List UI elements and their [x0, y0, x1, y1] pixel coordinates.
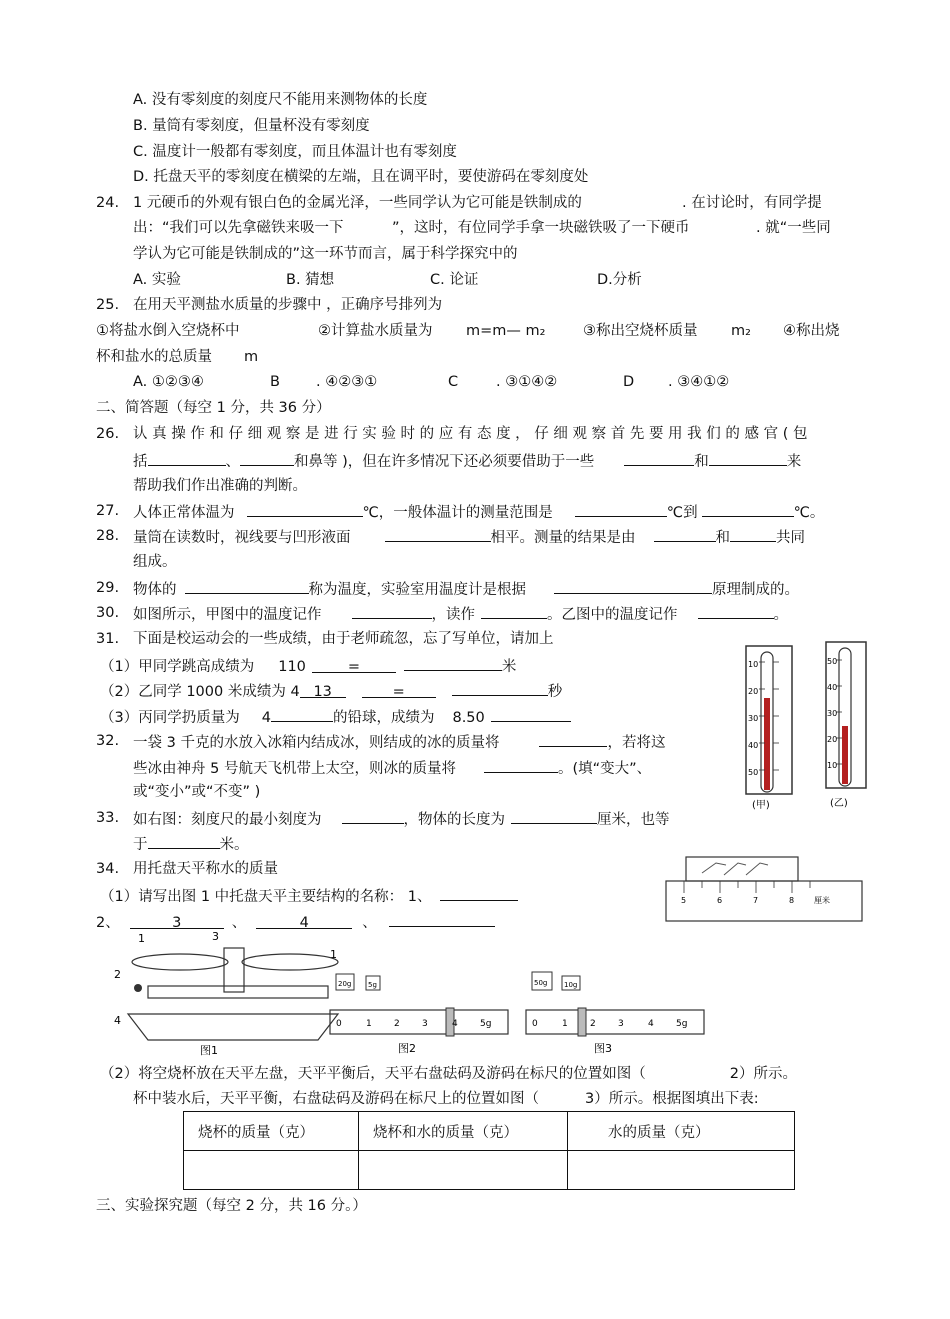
weight-20g-label: 20g: [338, 980, 352, 988]
q27-blank-1[interactable]: [247, 501, 363, 517]
q34-p1: （1）请写出图 1 中托盘天平主要结构的名称： 1、: [100, 889, 432, 905]
q25-step3: ③称出空烧杯质量: [583, 323, 698, 339]
q24-option-a: A. 实验: [133, 272, 181, 288]
q30-d: 。: [773, 607, 788, 623]
measured-object: [686, 857, 798, 881]
left-pan: [132, 954, 228, 970]
balance-label-1: 1: [138, 932, 145, 945]
table-cell-water[interactable]: [568, 1151, 795, 1190]
thermo-jia-tick-3: 30: [748, 714, 759, 723]
q28-c: 和: [715, 530, 730, 546]
q33-blank-3[interactable]: [148, 833, 220, 849]
q25-option-c: . ③①④②: [496, 374, 558, 390]
thermo-jia-tick-4: 40: [748, 741, 759, 750]
balance-base: [128, 1014, 338, 1040]
q24-option-c: C. 论证: [430, 272, 479, 288]
thermometer-yi-liquid: [842, 726, 848, 784]
q27-blank-2[interactable]: [575, 501, 667, 517]
q33-l2a: 于: [133, 837, 148, 853]
thermometers-figure: [736, 638, 880, 813]
fig2-tick-5: 5g: [480, 1019, 492, 1029]
q32-l1a: 一袋 3 千克的水放入冰箱内结成冰，则结成的冰的质量将: [133, 735, 500, 751]
table-header-beaker-water: 烧杯和水的质量（克）: [359, 1112, 568, 1151]
q33-l2b: 米。: [219, 837, 249, 853]
q33-a: 如右图：刻度尺的最小刻度为: [133, 812, 322, 828]
q24-line2c: . 就“一些同: [756, 220, 831, 236]
q28-blank-1[interactable]: [385, 526, 491, 542]
fig2-tick-4: 4: [452, 1019, 458, 1029]
q26-blank-3[interactable]: [624, 450, 694, 466]
q25-option-b: . ④②③①: [316, 374, 378, 390]
ruler-unit: 厘米: [814, 896, 830, 905]
q26-l2e: 来: [786, 454, 802, 470]
scale-figure-2: [328, 962, 512, 1056]
q26-number: 26.: [96, 426, 120, 442]
q25-option-d: . ③④①②: [668, 374, 730, 390]
thermometer-jia-liquid: [764, 698, 770, 790]
q31-p1-value: 110: [278, 659, 306, 675]
weight-10g-label: 10g: [564, 981, 578, 989]
q33-b: ，物体的长度为: [403, 812, 505, 828]
q23-option-d: D. 托盘天平的零刻度在横梁的左端，且在调平时，要使游码在零刻度处: [133, 169, 589, 185]
q26-l2c: 和鼻等 )，但在许多情况下还必须要借助于一些: [294, 454, 595, 470]
q34-sep2: 、: [362, 915, 377, 931]
q32-number: 32.: [96, 733, 120, 749]
thermometer-jia: [746, 646, 792, 811]
weight-5g-label: 5g: [368, 981, 377, 989]
balance-label-4: 4: [114, 1014, 121, 1027]
q31-p2-value: 13: [313, 684, 332, 700]
q30-a: 如图所示，甲图中的温度记作: [133, 607, 322, 623]
q32-line1: [133, 731, 665, 753]
q28-d: 共同: [776, 530, 805, 546]
q31-stem: 下面是校运动会的一些成绩，由于老师疏忽，忘了写单位，请加上: [133, 631, 554, 647]
q33-blank-2[interactable]: [511, 808, 597, 824]
q31-number: 31.: [96, 631, 120, 647]
q31-p3: （3）丙同学扔质量为: [100, 710, 240, 726]
q24-option-d: D.分析: [597, 272, 642, 288]
scale-figure-3: [524, 962, 708, 1056]
q31-p1: （1）甲同学跳高成绩为: [100, 659, 255, 675]
figure-3-caption: 图3: [594, 1042, 612, 1055]
figure-2-caption: 图2: [398, 1042, 416, 1055]
q32-blank-1[interactable]: [539, 731, 607, 747]
q34-blank-3[interactable]: [256, 913, 352, 929]
q31-blank-2[interactable]: [404, 655, 502, 671]
q27-b: ℃，一般体温计的测量范围是: [362, 505, 553, 521]
q24-line1b: . 在讨论时，有同学提: [682, 195, 822, 211]
balance-label-2: 2: [114, 968, 121, 981]
q25-stem: 在用天平测盐水质量的步骤中 ，正确序号排列为: [133, 297, 443, 313]
q32-line3: 或“变小”或“不变” ): [133, 784, 261, 800]
q29-a: 物体的: [133, 582, 177, 598]
q30-b: ，读作: [431, 607, 475, 623]
q31-p3-value: 4: [261, 710, 271, 726]
q25-option-c-letter: C: [448, 374, 459, 390]
q29-c: 原理制成的。: [712, 582, 799, 598]
q24-option-b: B. 猜想: [286, 272, 335, 288]
q26-line1: 认 真 操 作 和 仔 细 观 察 是 进 行 实 验 时 的 应 有 态 度 ， 仔 细 观 察 首 先 要 用 我 们 的 感 官 ( 包: [133, 426, 808, 442]
q31-p1-equals: =: [347, 659, 360, 675]
q34-part2-line2: [133, 1089, 759, 1109]
q26-blank-2[interactable]: [240, 450, 294, 466]
q25-step4b: 杯和盐水的总质量: [96, 349, 212, 365]
thermo-yi-tick-3: 30: [827, 709, 838, 718]
q24-line3: 学认为它可能是铁制成的”这一环节而言，属于科学探究中的: [133, 246, 518, 262]
q28-number: 28.: [96, 528, 120, 544]
thermo-jia-tick-2: 20: [748, 687, 759, 696]
table-cell-beaker-water[interactable]: [359, 1151, 568, 1190]
ruler-tick-6: 6: [717, 896, 723, 905]
q30-blank-2[interactable]: [481, 603, 547, 619]
q24-line2b: ”，这时，有位同学手拿一块磁铁吸了一下硬币: [392, 220, 690, 236]
q27-number: 27.: [96, 503, 120, 519]
fig2-tick-0: 0: [336, 1019, 342, 1029]
thermo-jia-tick-1: 10: [748, 660, 759, 669]
fig2-tick-3: 3: [422, 1019, 428, 1029]
weight-50g-label: 50g: [534, 979, 548, 987]
q24-line2a: 出：“我们可以先拿磁铁来吸一下: [133, 220, 344, 236]
q31-blank-4[interactable]: [362, 682, 436, 698]
fig3-tick-0: 0: [532, 1019, 538, 1029]
thermo-jia-label: (甲): [752, 800, 770, 811]
q32-l2b: 。(填“变大”、: [557, 761, 652, 777]
q31-blank-5[interactable]: [452, 680, 548, 696]
fig2-tick-1: 1: [366, 1019, 372, 1029]
balance-label-3: 3: [212, 930, 219, 943]
q34-p2d: 3）所示。根据图填出下表:: [585, 1091, 759, 1107]
q31-blank-7[interactable]: [491, 706, 571, 722]
fig3-tick-2: 2: [590, 1019, 596, 1029]
q23-option-a: A. 没有零刻度的刻度尺不能用来测物体的长度: [133, 92, 428, 108]
q26-blank-4[interactable]: [709, 450, 787, 466]
q34-p1b: 2、: [96, 915, 120, 931]
q34-sep1: 、: [231, 915, 247, 931]
q34-blank-2[interactable]: [130, 913, 224, 929]
table-row: [184, 1151, 795, 1190]
q30-number: 30.: [96, 605, 120, 621]
q31-part2: [100, 680, 562, 702]
thermo-yi-tick-2: 40: [827, 683, 838, 692]
balance-figure: [108, 930, 340, 1056]
q31-p1-unit: 米: [501, 659, 517, 675]
q31-part3: [100, 706, 571, 728]
q33-line1: [133, 808, 670, 830]
q31-p3b: 的铅球，成绩为: [332, 710, 435, 726]
q28-line: [133, 526, 805, 548]
q31-blank-3[interactable]: [300, 682, 346, 698]
q23-option-b: B. 量筒有零刻度，但量杯没有零刻度: [133, 118, 370, 134]
q27-a: 人体正常体温为: [133, 505, 235, 521]
q33-number: 33.: [96, 810, 120, 826]
q27-line: [133, 501, 824, 523]
q32-l2a: 些冰由神舟 5 号航天飞机带上太空，则冰的质量将: [133, 761, 456, 777]
q26-l2d: 和: [694, 454, 709, 470]
q24-number: 24.: [96, 195, 120, 211]
q34-v4: 4: [299, 915, 309, 931]
q34-stem: 用托盘天平称水的质量: [133, 861, 278, 877]
rider-3: [578, 1008, 586, 1036]
fig3-tick-4: 4: [648, 1019, 654, 1029]
fig3-tick-3: 3: [618, 1019, 624, 1029]
q29-blank-1[interactable]: [185, 578, 309, 594]
q27-d: ℃。: [793, 505, 825, 521]
q27-blank-3[interactable]: [702, 501, 794, 517]
q24-line1a: 1 元硬币的外观有银白色的金属光泽，一些同学认为它可能是铁制成的: [133, 195, 582, 211]
q28-blank-3[interactable]: [730, 526, 776, 542]
q25-option-b-letter: B: [270, 374, 280, 390]
q26-line2: [133, 450, 801, 472]
ruler-figure: [664, 855, 872, 927]
table-header-beaker: 烧杯的质量（克）: [184, 1112, 359, 1151]
ruler-tick-7: 7: [753, 896, 759, 905]
q28-line2: 组成。: [133, 554, 177, 570]
q23-option-c: C. 温度计一般都有零刻度，而且体温计也有零刻度: [133, 144, 457, 160]
results-table: [183, 1111, 795, 1190]
q33-line2: [133, 833, 249, 855]
q34-number: 34.: [96, 861, 120, 877]
table-header-water: 水的质量（克）: [568, 1112, 795, 1151]
q34-p2a: （2）将空烧杯放在天平左盘，天平平衡后，天平右盘砝码及游码在标尺的位置如图（: [100, 1066, 646, 1082]
q34-blank-4[interactable]: [389, 911, 495, 927]
figure-1-caption: 图1: [200, 1044, 218, 1056]
q29-b: 称为温度，实验室用温度计是根据: [308, 582, 526, 598]
q30-c: 。乙图中的温度记作: [547, 607, 678, 623]
q34-part1: [100, 885, 518, 907]
q25-step2: ②计算盐水质量为: [318, 323, 433, 339]
q33-blank-1[interactable]: [342, 808, 404, 824]
q28-blank-2[interactable]: [654, 526, 716, 542]
q25-option-a: A. ①②③④: [133, 374, 204, 390]
q25-option-d-letter: D: [623, 374, 635, 390]
q25-m2: m₂: [731, 323, 751, 339]
thermo-yi-tick-1: 50: [827, 657, 838, 666]
q32-line2: [133, 757, 651, 779]
q26-line3: 帮助我们作出准确的判断。: [133, 478, 307, 494]
ruler-tick-5: 5: [681, 896, 687, 905]
q34-p2c: 杯中装水后，天平平衡，右盘砝码及游码在标尺上的位置如图（: [133, 1091, 539, 1107]
section-3-title: 三、实验探究题（每空 2 分，共 16 分。）: [96, 1198, 367, 1214]
q30-blank-3[interactable]: [698, 603, 774, 619]
fig3-tick-5: 5g: [676, 1019, 688, 1029]
q25-step4a: ④称出烧: [783, 323, 840, 339]
q31-blank-6[interactable]: [271, 706, 333, 722]
q30-blank-1[interactable]: [352, 603, 432, 619]
thermo-yi-label: (乙): [830, 798, 848, 809]
q28-a: 量筒在读数时，视线要与凹形液面: [133, 530, 351, 546]
thermo-jia-tick-5: 50: [748, 768, 759, 777]
q27-c: ℃到: [666, 505, 698, 521]
q25-number: 25.: [96, 297, 120, 313]
table-header-row: [184, 1112, 795, 1151]
section-2-title: 二、简答题（每空 1 分，共 36 分）: [96, 400, 331, 416]
q32-l1b: ，若将这: [607, 735, 666, 751]
ruler-tick-8: 8: [789, 896, 795, 905]
q25-step1: ①将盐水倒入空烧杯中: [96, 323, 240, 339]
right-pan: [242, 954, 338, 970]
q31-p3c: 8.50: [452, 710, 485, 726]
q29-line: [133, 578, 799, 600]
q31-p2-unit: 秒: [547, 684, 563, 700]
thermometer-yi: [826, 642, 866, 809]
q34-v3: 3: [172, 915, 182, 931]
fig3-tick-1: 1: [562, 1019, 568, 1029]
q25-m: m: [244, 349, 259, 365]
q30-line: [133, 603, 788, 625]
thermo-yi-tick-5: 10: [827, 761, 838, 770]
q33-c: 厘米，也等: [597, 812, 670, 828]
table-cell-beaker[interactable]: [184, 1151, 359, 1190]
q28-b: 相平。测量的结果是由: [490, 530, 636, 546]
q29-blank-2[interactable]: [554, 578, 712, 594]
q31-blank-1[interactable]: [312, 657, 396, 673]
fig2-tick-2: 2: [394, 1019, 400, 1029]
ruler-body: [666, 881, 862, 921]
balance-label-1-right: 1: [330, 948, 337, 961]
q34-p2b: 2）所示。: [729, 1066, 797, 1082]
q25-formula: m=m— m₂: [466, 323, 546, 339]
thermo-yi-tick-4: 20: [827, 735, 838, 744]
q26-l2a: 括: [133, 454, 148, 470]
q26-l2b: 、: [225, 454, 240, 470]
q32-blank-2[interactable]: [484, 757, 558, 773]
q34-part2-line1: [100, 1064, 797, 1084]
q26-blank-1[interactable]: [148, 450, 226, 466]
q34-blank-1[interactable]: [440, 885, 518, 901]
q31-p2: （2）乙同学 1000 米成绩为 4: [100, 684, 300, 700]
q29-number: 29.: [96, 580, 120, 596]
q31-part1: [100, 655, 516, 677]
q31-p2-equals: =: [392, 684, 405, 700]
adjust-nut: [134, 984, 142, 992]
